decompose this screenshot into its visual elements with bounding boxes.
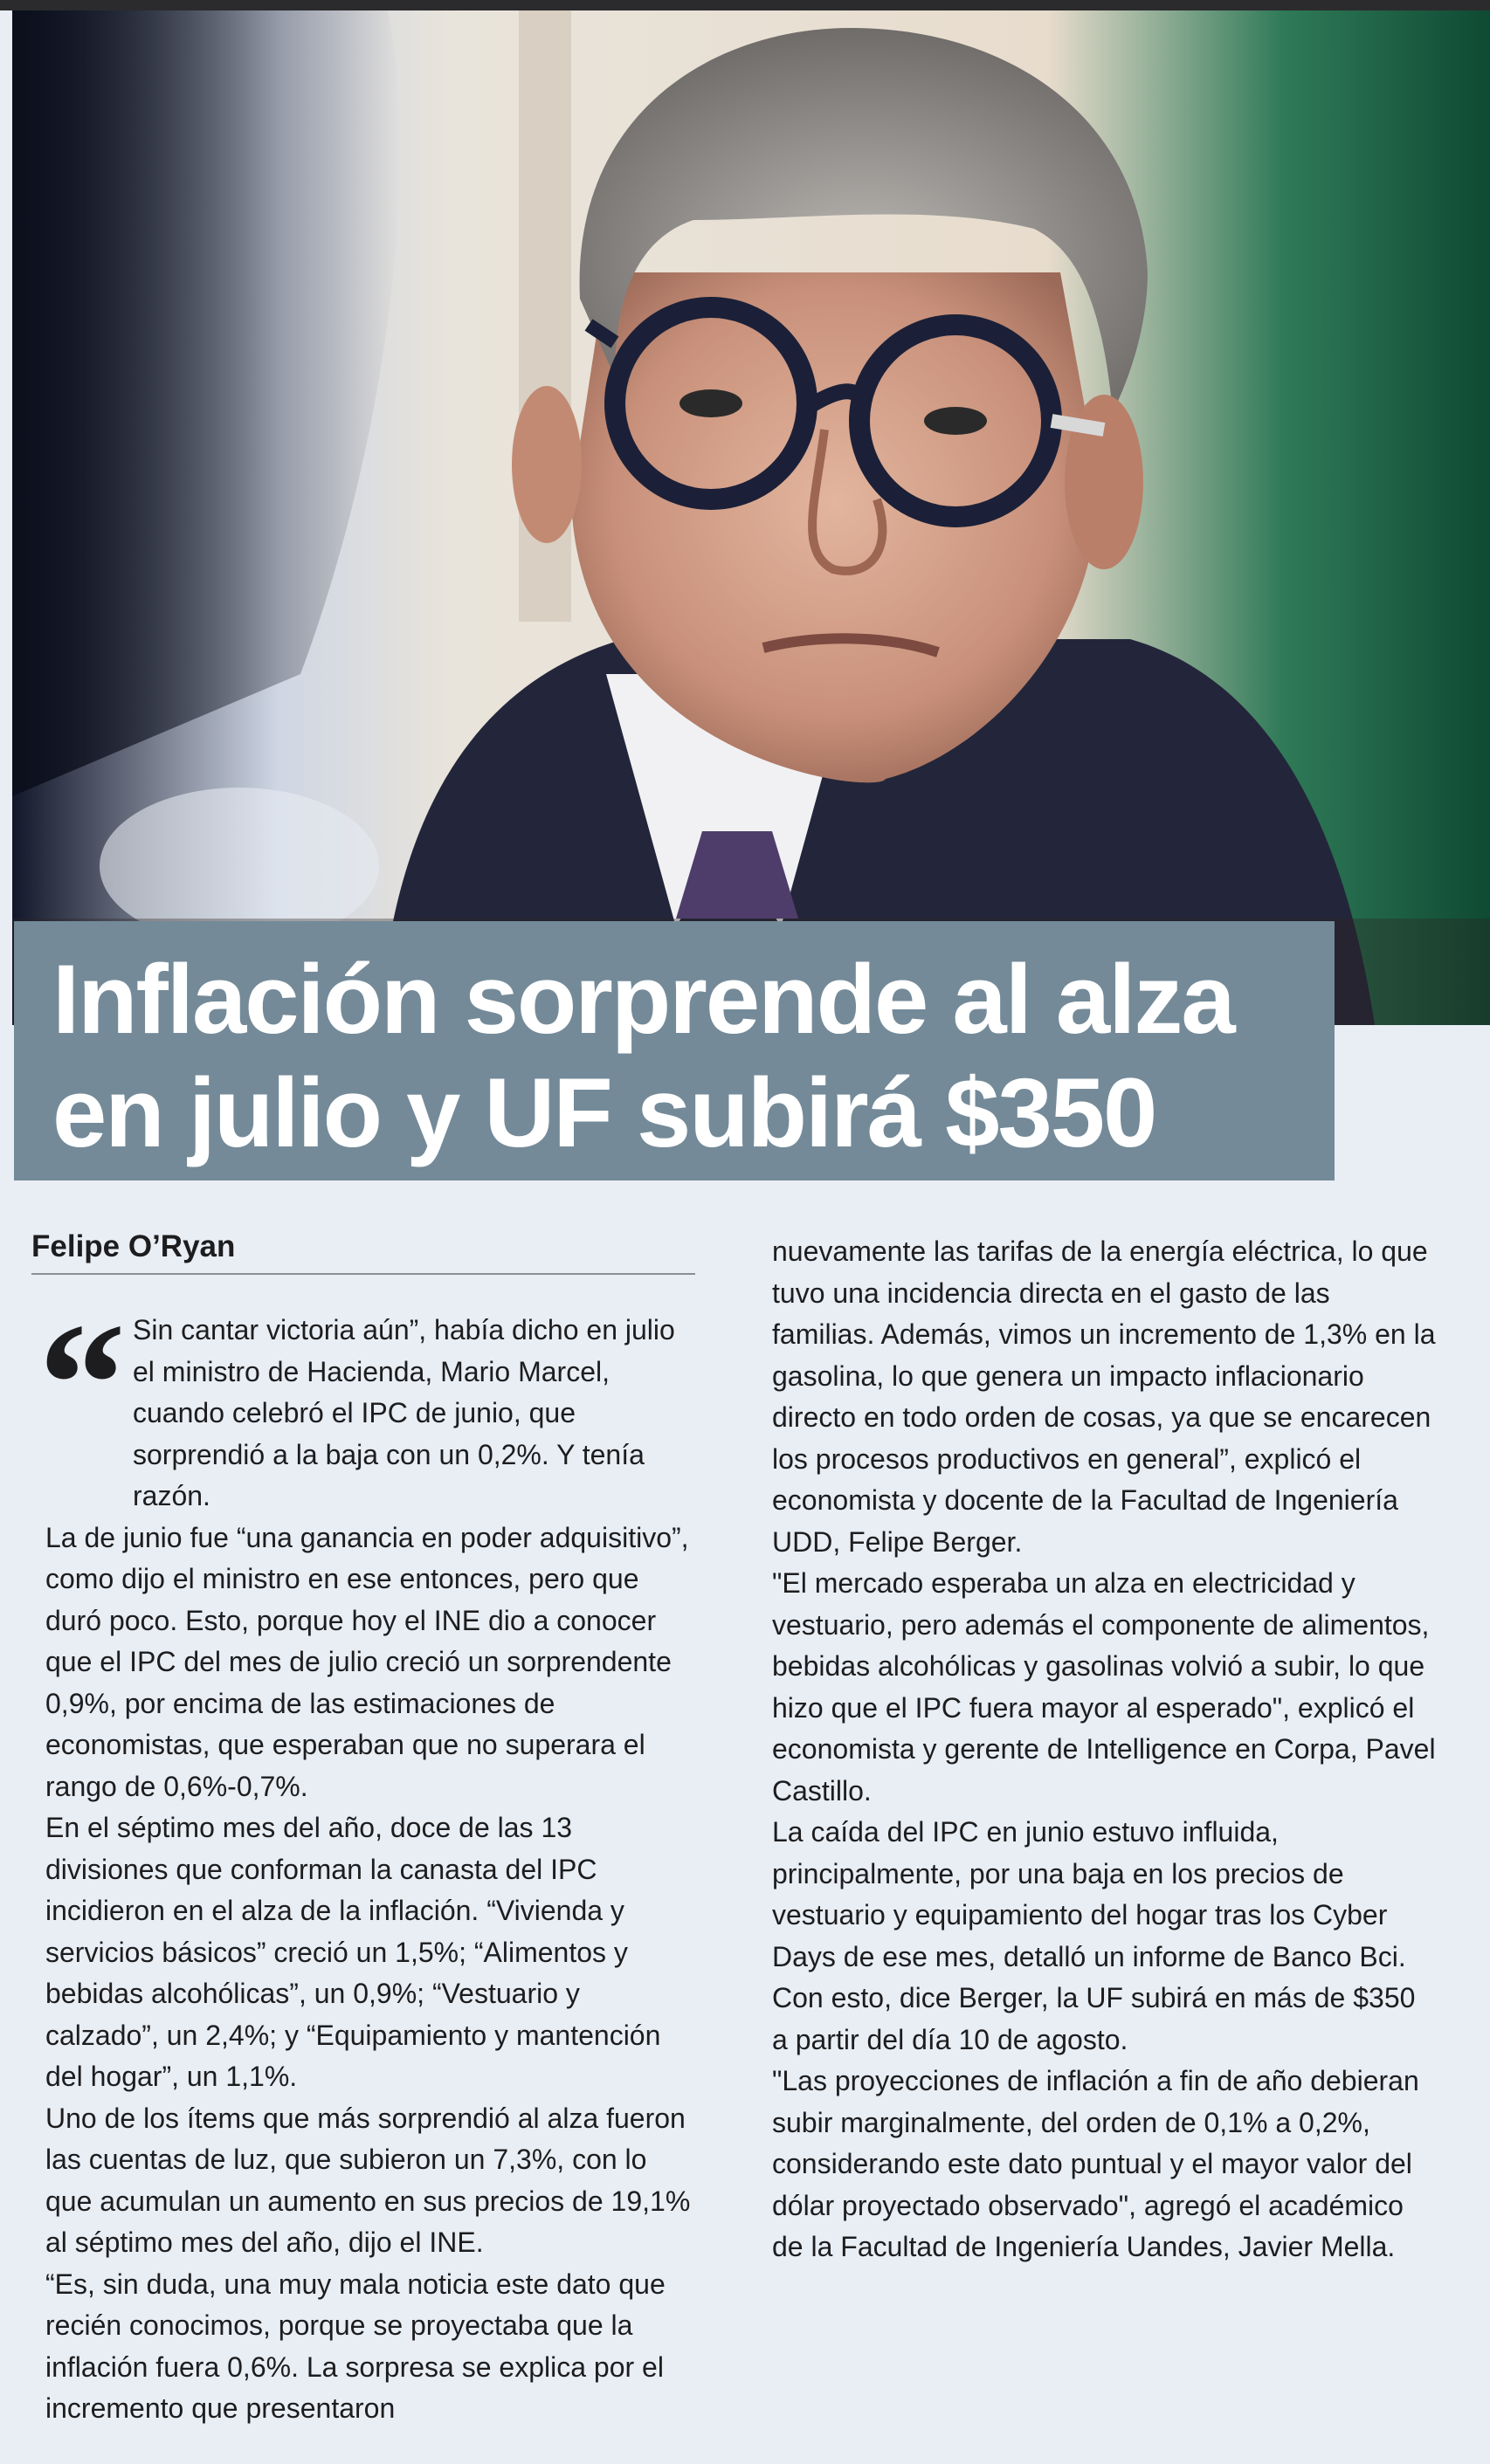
top-rule <box>0 0 1490 10</box>
paragraph: "El mercado esperaba un alza en electricidad y vestuario, pero además el componente de alimentos, bebidas alcohólicas y gasolinas volvió a subir, lo que hizo que el IPC fuera mayor al esperado", explicó el economista y gerente de Intelligence en Corpa, Pavel Castillo. <box>772 1567 1436 1807</box>
lead-paragraph: Sin cantar victoria aún”, había dicho en julio el ministro de Hacienda, Mario Marcel, cuando celebró el IPC de junio, que sorprendió a la baja con un 0,2%. Y tenía razón. <box>133 1314 675 1511</box>
article-photo <box>12 10 1490 1025</box>
paragraph: La caída del IPC en junio estuvo influida, principalmente, por una baja en los precios de vestuario y equipamiento del hogar tras los Cyber Days de ese mes, detalló un informe de Banco Bci. <box>772 1816 1406 1972</box>
paragraph: Uno de los ítems que más sorprendió al alza fueron las cuentas de luz, que subieron un 7,3%, con lo que acumulan un aumento en sus precios de 19,1% al séptimo mes del año, dijo el INE. <box>45 2102 691 2258</box>
headline: Inflación sorprende al alza en julio y UF subirá $350 <box>52 945 1234 1167</box>
article-column-right <box>772 1231 1436 2268</box>
paragraph: Con esto, dice Berger, la UF subirá en más de $350 a partir del día 10 de agosto. <box>772 1982 1416 2055</box>
portrait-photo-icon <box>12 10 1490 1025</box>
opening-quote-mark: “ <box>38 1288 126 1481</box>
article-column-left <box>45 1310 692 2430</box>
paragraph: “Es, sin duda, una muy mala noticia este dato que recién conocimos, porque se proyectaba que la inflación fuera 0,6%. La sorpresa se explica por el incremento que presentaron <box>45 2268 666 2424</box>
paragraph: La de junio fue “una ganancia en poder adquisitivo”, como dijo el ministro en ese entonces, pero que duró poco. Esto, porque hoy el INE dio a conocer que el IPC del mes de julio creció un sorprendente 0,9%, por encima de las estimaciones de economistas, que esperaban que no superara el rango de 0,6%-0,7%. <box>45 1521 689 1802</box>
paragraph: "Las proyecciones de inflación a fin de año debieran subir marginalmente, del orden de 0,1% a 0,2%, considerando este dato puntual y el mayor valor del dólar proyectado observado", agregó el académico de la Facultad de Ingeniería Uandes, Javier Mella. <box>772 2065 1419 2262</box>
paragraph: En el séptimo mes del año, doce de las 13 divisiones que conforman la canasta del IPC incidieron en el alza de la inflación. “Vivienda y servicios básicos” creció un 1,5%; “Alimentos y bebidas alcohólicas”, un 0,9%; “Vestuario y calzado”, un 2,4%; y “Equipamiento y mantención del hogar”, un 1,1%. <box>45 1812 661 2092</box>
author-byline: Felipe O’Ryan <box>31 1229 236 1263</box>
paragraph: nuevamente las tarifas de la energía eléctrica, lo que tuvo una incidencia directa en el gasto de las familias. Además, vimos un incremento de 1,3% en la gasolina, lo que genera un impacto inflacionario directo en todo orden de cosas, ya que se encarecen los procesos productivos en general”, explicó el economista y docente de la Facultad de Ingeniería UDD, Felipe Berger. <box>772 1235 1436 1558</box>
byline-divider <box>31 1273 695 1275</box>
